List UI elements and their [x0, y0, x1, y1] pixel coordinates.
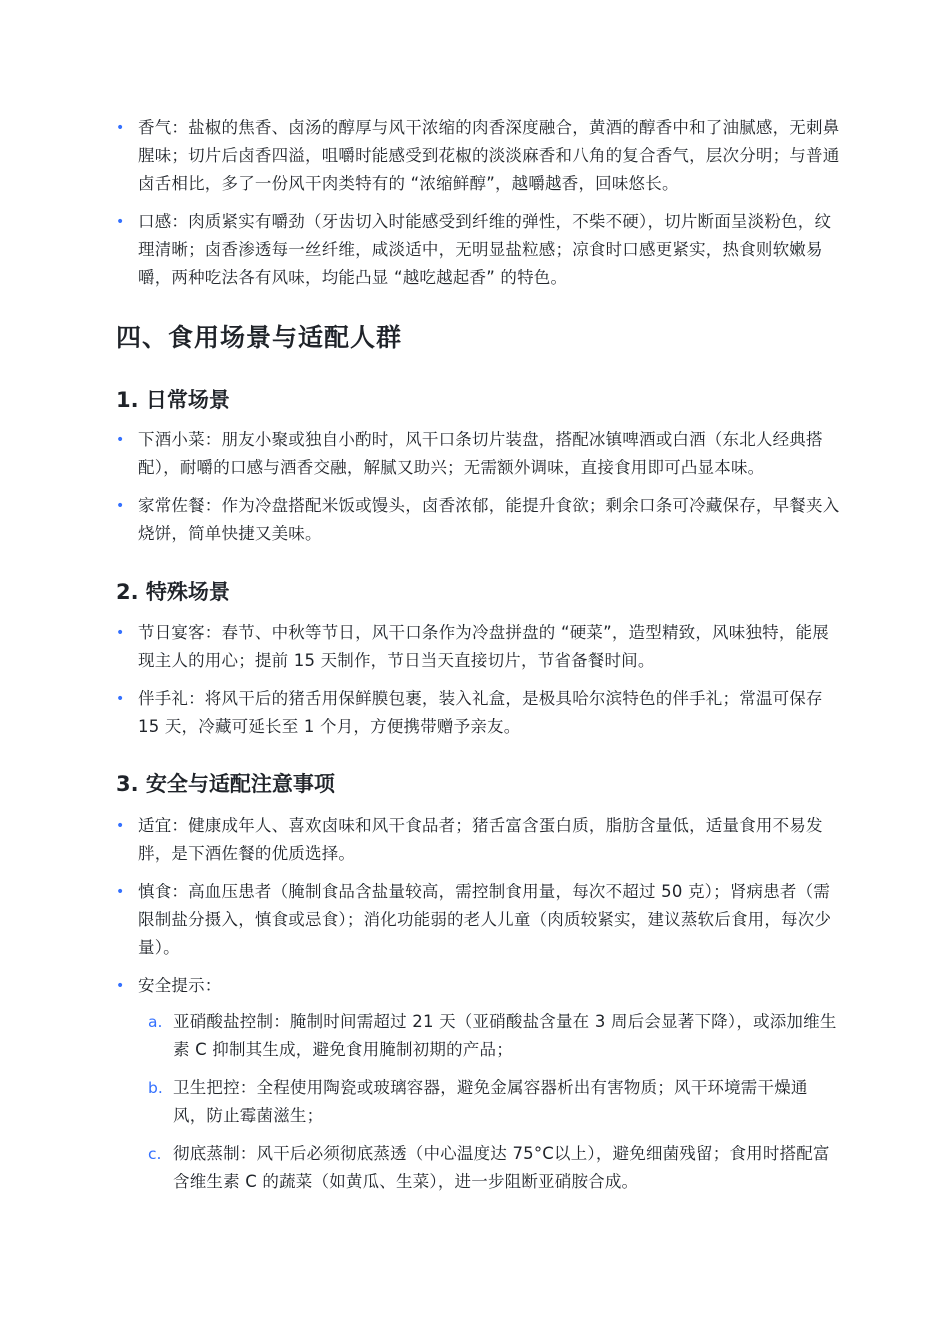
flavor-list — [0, 114, 950, 302]
list-item — [0, 426, 950, 482]
ordered-item — [0, 1140, 950, 1196]
safety-list — [0, 812, 950, 1010]
list-item-text: 慎食：高血压患者（腌制食品含盐量较高，需控制食用量，每次不超过 50 克）；肾病患者（需限制盐分摄入，慎食或忌食）；消化功能弱的老人儿童（肉质较紧实，建议蒸软后食用，每次少量）。 — [138, 882, 832, 957]
list-item-text: 适宜：健康成年人、喜欢卤味和风干食品者；猪舌富含蛋白质，脂肪含量低，适量食用不易发胖，是下酒佐餐的优质选择。 — [138, 816, 823, 863]
list-item — [0, 685, 950, 741]
bullet-icon: • — [116, 691, 125, 707]
bullet-icon: • — [116, 120, 125, 136]
ordered-item — [0, 1074, 950, 1130]
list-item — [0, 878, 950, 962]
subsection-heading: 3. 安全与适配注意事项 — [116, 772, 335, 796]
safety-tips-list — [0, 1008, 950, 1206]
subsection-heading: 1. 日常场景 — [116, 388, 230, 412]
list-item-text: 家常佐餐：作为冷盘搭配米饭或馒头，卤香浓郁，能提升食欲；剩余口条可冷藏保存，早餐夹入烧饼，简单快捷又美味。 — [138, 496, 840, 543]
ordered-marker: c. — [148, 1145, 162, 1163]
list-item-text: 口感：肉质紧实有嚼劲（牙齿切入时能感受到纤维的弹性，不柴不硬），切片断面呈淡粉色，纹理清晰；卤香渗透每一丝纤维，咸淡适中，无明显盐粒感；凉食时口感更紧实，热食则软嫩易嚼，两种吃法各有风味，均能凸显 “越吃越起香” 的特色。 — [138, 212, 832, 287]
ordered-marker: b. — [148, 1079, 163, 1097]
list-item-text: 下酒小菜：朋友小聚或独自小酌时，风干口条切片装盘，搭配冰镇啤酒或白酒（东北人经典搭配），耐嚼的口感与酒香交融，解腻又助兴；无需额外调味，直接食用即可凸显本味。 — [138, 430, 823, 477]
ordered-marker: a. — [148, 1013, 163, 1031]
bullet-icon: • — [116, 818, 125, 834]
list-item-text: 安全提示： — [138, 976, 222, 995]
list-item — [0, 619, 950, 675]
list-item — [0, 208, 950, 292]
daily-scene-list — [0, 426, 950, 558]
ordered-item-text: 彻底蒸制：风干后必须彻底蒸透（中心温度达 75°C以上），避免细菌残留；食用时搭配富含维生素 C 的蔬菜（如黄瓜、生菜），进一步阻断亚硝胺合成。 — [173, 1144, 830, 1191]
ordered-item — [0, 1008, 950, 1064]
list-item — [0, 114, 950, 198]
list-item-text: 香气：盐椒的焦香、卤汤的醇厚与风干浓缩的肉香深度融合，黄酒的醇香中和了油腻感，无刺鼻腥味；切片后卤香四溢，咀嚼时能感受到花椒的淡淡麻香和八角的复合香气，层次分明；与普通卤舌相比，多了一份风干肉类特有的 “浓缩鲜醇”，越嚼越香，回味悠长。 — [138, 118, 840, 193]
special-scene-list — [0, 619, 950, 751]
bullet-icon: • — [116, 625, 125, 641]
list-item-text: 伴手礼：将风干后的猪舌用保鲜膜包裹，装入礼盒，是极具哈尔滨特色的伴手礼；常温可保存 15 天，冷藏可延长至 1 个月，方便携带赠予亲友。 — [138, 689, 823, 736]
bullet-icon: • — [116, 432, 125, 448]
ordered-item-text: 卫生把控：全程使用陶瓷或玻璃容器，避免金属容器析出有害物质；风干环境需干燥通风，防止霉菌滋生； — [173, 1078, 808, 1125]
subsection-heading: 2. 特殊场景 — [116, 580, 230, 604]
bullet-icon: • — [116, 978, 125, 994]
ordered-item-text: 亚硝酸盐控制：腌制时间需超过 21 天（亚硝酸盐含量在 3 周后会显著下降），或添加维生素 C 抑制其生成，避免食用腌制初期的产品； — [173, 1012, 837, 1059]
list-item-text: 节日宴客：春节、中秋等节日，风干口条作为冷盘拼盘的 “硬菜”，造型精致，风味独特，能展现主人的用心；提前 15 天制作，节日当天直接切片，节省备餐时间。 — [138, 623, 829, 670]
bullet-icon: • — [116, 884, 125, 900]
list-item — [0, 812, 950, 868]
bullet-icon: • — [116, 214, 125, 230]
list-item — [0, 972, 950, 1000]
bullet-icon: • — [116, 498, 125, 514]
list-item — [0, 492, 950, 548]
section-heading: 四、食用场景与适配人群 — [116, 323, 403, 352]
